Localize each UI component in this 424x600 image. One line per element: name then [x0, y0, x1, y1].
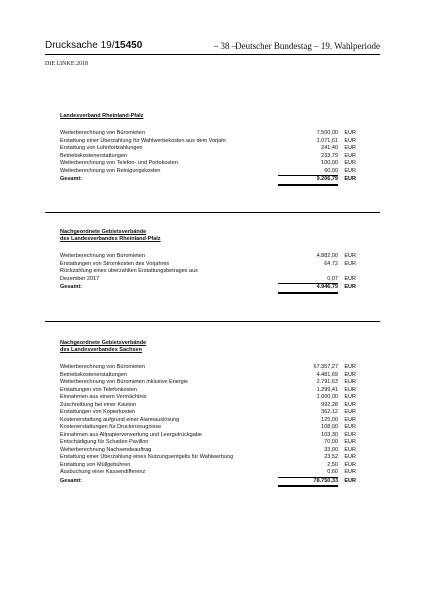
table-row: [60, 379, 360, 387]
row-label: Erstattungen von Stromkosten des Vorjahres: [60, 260, 170, 267]
row-amount: 103,30: [321, 431, 338, 438]
table-row: [60, 153, 360, 161]
table-row: [60, 168, 360, 176]
section-gebietsverbaende-rheinland-pfalz: [60, 229, 360, 292]
row-label: Erstattung von Lohnfortzahlungen: [60, 145, 143, 151]
row-amount: 108,00: [321, 424, 338, 430]
row-amount: 2.791,63: [316, 379, 338, 385]
row-label: Ausbuchung einer Kassendifferenz: [60, 469, 146, 475]
row-amount: 0,60: [278, 469, 338, 478]
row-label: Rückzahlung eines überzahlten Erstattungsbetrages aus: [60, 268, 198, 274]
section-divider: [45, 212, 380, 213]
row-label: Erstattung einer Überzahlung eines Nutzungsentgelts für Wahlwerbung: [60, 454, 234, 460]
row-amount: 4.882,00: [316, 253, 338, 259]
row-currency: EUR: [344, 167, 356, 174]
table-row: [60, 261, 360, 269]
row-label: Weiterberechnung von Reinigungskosten: [60, 167, 161, 174]
total-label: Gesamt:: [60, 284, 83, 290]
table-row: [60, 402, 360, 410]
total-amount: 4.946,79: [278, 284, 338, 294]
total-row: [60, 176, 360, 184]
total-currency: EUR: [344, 477, 356, 484]
total-label: Gesamt:: [60, 477, 83, 484]
row-amount: 1.000,00: [316, 394, 338, 400]
section-title: des Landesverbandes Rheinland-Pfalz: [60, 236, 161, 242]
row-amount: 1.071,61: [316, 137, 338, 144]
total-amount: 9.206,79: [278, 176, 338, 186]
row-currency: EUR: [344, 371, 356, 378]
table-row: [60, 454, 360, 462]
row-amount: 4.481,69: [316, 371, 338, 378]
row-currency: EUR: [344, 253, 356, 259]
total-currency: EUR: [344, 176, 356, 182]
row-currency: EUR: [344, 160, 356, 166]
row-amount: 67.357,27: [313, 364, 338, 370]
row-amount: 33,00: [324, 446, 338, 453]
row-currency: EUR: [344, 152, 356, 159]
row-label: Weiterberechnung von Büromieten inklusive Energie: [60, 379, 188, 385]
table-row: [60, 417, 360, 425]
row-label: Weiterberechnung Nachsendeauftrag: [60, 446, 152, 453]
row-currency: EUR: [344, 461, 356, 468]
table-row: [60, 447, 360, 455]
table-row: [60, 394, 360, 402]
table-row: [60, 138, 360, 146]
row-label: Kostenerstattung aufgrund einer Alarmauslösung: [60, 416, 180, 423]
row-amount: 60,00: [278, 168, 338, 177]
table-row: [60, 160, 360, 168]
section-title: des Landesverbandes Sachsen: [60, 347, 142, 353]
row-currency: EUR: [344, 260, 356, 267]
row-amount: 64,72: [324, 260, 338, 267]
row-label: Zuschreibung bei einer Kaution: [60, 401, 137, 408]
table-row: [60, 387, 360, 395]
table-row: [60, 409, 360, 417]
row-currency: EUR: [344, 409, 356, 415]
table-row: [60, 364, 360, 372]
table-row: [60, 432, 360, 440]
section-landesverband-rheinland-pfalz: [60, 113, 360, 184]
row-amount: 233,79: [321, 152, 338, 159]
section-title: Nachgeordnete Gebietsverbände: [60, 340, 147, 346]
section-gebietsverbaende-sachsen: [60, 340, 360, 485]
row-label: Erstattung einer Überzahlung für Wahlwerbekosten aus dem Vorjahr: [60, 137, 227, 144]
total-row: [60, 478, 360, 486]
row-currency: EUR: [344, 386, 356, 393]
row-label: Einnahmen aus einem Vermächtnis: [60, 394, 147, 400]
row-amount: 23,52: [324, 454, 338, 460]
row-amount: 2,50: [327, 461, 338, 468]
row-currency: EUR: [344, 145, 356, 151]
total-label: Gesamt:: [60, 176, 83, 182]
row-currency: EUR: [344, 275, 356, 282]
row-label: Entschädigung für Schaden Pavillon: [60, 439, 149, 445]
row-currency: EUR: [344, 379, 356, 385]
section-title: Landesverband Rheinland-Pfalz: [60, 113, 144, 119]
row-currency: EUR: [344, 416, 356, 423]
page-number: – 38 –: [213, 41, 237, 51]
row-currency: EUR: [344, 364, 356, 370]
section-divider: [45, 321, 380, 322]
row-currency: EUR: [344, 446, 356, 453]
table-row: [60, 130, 360, 138]
table-row: [60, 268, 360, 276]
row-currency: EUR: [344, 130, 356, 136]
row-label: Kostenerstattungen für Druckerzeugnisse: [60, 424, 162, 430]
row-label: Weiterberechnung von Büromieten: [60, 364, 145, 370]
row-amount: 992,28: [321, 401, 338, 408]
row-label: Dezember 2017: [60, 275, 100, 282]
row-currency: EUR: [344, 424, 356, 430]
section-title: Nachgeordnete Gebietsverbände: [60, 229, 147, 235]
row-label: Betriebskostenerstattungen: [60, 371, 127, 378]
row-label: Erstattung von Müllgebühren: [60, 461, 131, 468]
row-amount: 125,00: [321, 416, 338, 423]
party-year-label: DIE LINKE 2018: [45, 61, 88, 67]
row-label: Erstattungen von Telefonkosten: [60, 386, 137, 393]
row-amount: 70,00: [324, 439, 338, 445]
row-currency: EUR: [344, 454, 356, 460]
row-currency: EUR: [344, 431, 356, 438]
row-amount: 7.500,00: [316, 130, 338, 136]
table-row: [60, 424, 360, 432]
table-row: [60, 276, 360, 284]
row-currency: EUR: [344, 394, 356, 400]
row-label: Einnahmen aus Altpapierverwertung und Leergutrückgabe: [60, 431, 202, 438]
table-row: [60, 253, 360, 261]
header-parliament: Deutscher Bundestag – 19. Wahlperiode: [235, 41, 380, 51]
page-header: [45, 40, 380, 55]
row-label: Weiterberechnung von Telefon- und Portokosten: [60, 160, 178, 166]
row-amount: 362,12: [321, 409, 338, 415]
row-currency: EUR: [344, 469, 356, 475]
table-row: [60, 469, 360, 477]
table-row: [60, 372, 360, 380]
document-number: Drucksache 19/15450: [45, 40, 143, 51]
row-label: Betriebskostenerstattungen: [60, 152, 127, 159]
total-amount: 78.750,33: [278, 478, 338, 488]
row-label: Weiterberechnung von Büromieten: [60, 130, 145, 136]
table-row: [60, 145, 360, 153]
total-row: [60, 284, 360, 292]
row-label: Erstattungen von Kopierkosten: [60, 409, 136, 415]
row-amount: 100,00: [321, 160, 338, 166]
row-amount: 1.299,41: [316, 386, 338, 393]
table-row: [60, 439, 360, 447]
row-label: Weiterberechnung von Büromieten: [60, 253, 145, 259]
table-row: [60, 462, 360, 470]
row-currency: EUR: [344, 137, 356, 144]
row-currency: EUR: [344, 439, 356, 445]
row-currency: EUR: [344, 401, 356, 408]
row-amount: 0,07: [278, 276, 338, 285]
total-currency: EUR: [344, 284, 356, 290]
row-amount: 241,40: [321, 145, 338, 151]
